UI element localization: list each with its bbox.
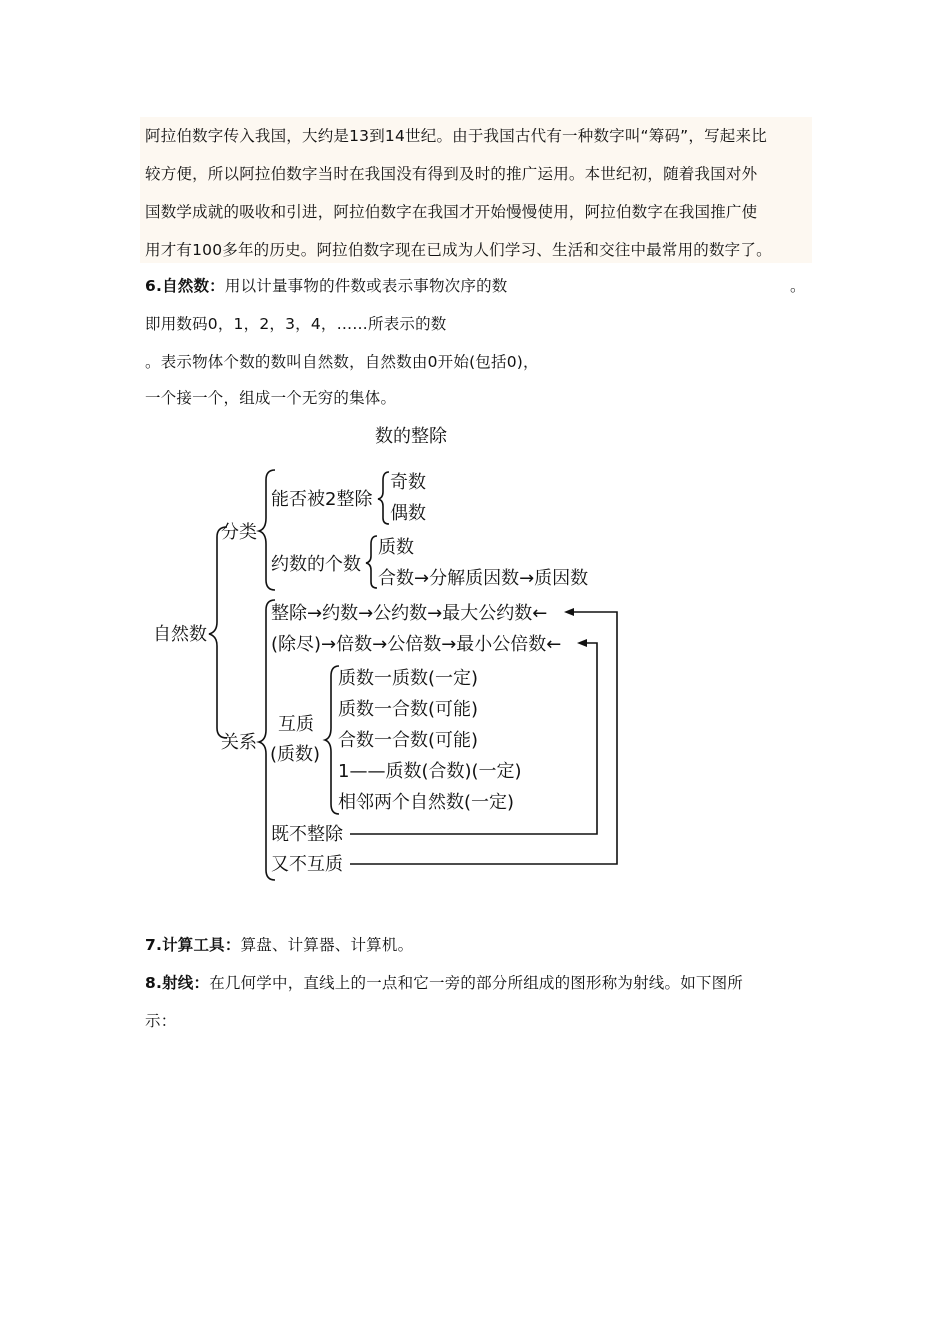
diagram-not-coprime: 又不互质	[271, 854, 343, 875]
section-6-line-2: 即用数码0，1，2，3，4，……所表示的数	[145, 315, 447, 333]
diagram-prime: 质数	[378, 537, 414, 558]
brace-root	[209, 527, 227, 738]
section-6-text: 用以计量事物的件数或表示事物次序的数	[224, 277, 508, 295]
section-7-heading: 7.计算工具：	[145, 936, 241, 954]
diagram-coprime-note: (质数)	[270, 744, 321, 765]
section-6-heading: 6.自然数：	[145, 277, 225, 295]
diagram-coprime-case-5: 相邻两个自然数(一定)	[338, 792, 515, 813]
diagram-coprime-case-2: 质数一合数(可能)	[338, 699, 479, 720]
intro-line-3: 国数学成就的吸收和引进，阿拉伯数字在我国才开始慢慢使用，阿拉伯数字在我国推广使	[145, 203, 758, 221]
section-8-heading: 8.射线：	[145, 974, 210, 992]
diagram-classification: 分类	[221, 522, 257, 543]
section-6-end-mark: 。	[790, 277, 806, 295]
section-7-text: 算盘、计算器、计算机。	[240, 936, 414, 954]
diagram-chain-2: (除尽)→倍数→公倍数→最小公倍数←	[271, 634, 562, 655]
brace-div-by-2	[378, 472, 389, 524]
diagram-even: 偶数	[390, 503, 426, 524]
feedback-line-not-divisible	[350, 643, 597, 834]
brace-divisor-count	[366, 536, 377, 588]
section-6-line-4: 一个接一个，组成一个无穷的集体。	[145, 389, 397, 407]
arrow-head-2	[577, 639, 587, 647]
intro-line-1: 阿拉伯数字传入我国，大约是13到14世纪。由于我国古代有一种数字叫“筹码”，写起来比	[145, 127, 767, 145]
section-8-line-2: 示：	[145, 1012, 177, 1030]
diagram-chain-1: 整除→约数→公约数→最大公约数←	[271, 603, 548, 624]
intro-line-2: 较方便，所以阿拉伯数字当时在我国没有得到及时的推广运用。本世纪初，随着我国对外	[145, 165, 758, 183]
diagram-odd: 奇数	[390, 472, 426, 493]
arrow-head-1	[564, 608, 574, 616]
feedback-line-not-coprime	[350, 612, 617, 864]
brace-coprime	[325, 666, 339, 814]
diagram-coprime-case-4: 1——质数(合数)(一定)	[338, 761, 522, 782]
natural-number-definition	[145, 274, 507, 296]
diagram-coprime-case-3: 合数一合数(可能)	[338, 730, 479, 751]
brace-classification	[259, 470, 275, 590]
diagram-divisor-count: 约数的个数	[271, 554, 361, 575]
section-8-text: 在几何学中，直线上的一点和它一旁的部分所组成的图形称为射线。如下图所	[209, 974, 743, 992]
brace-relation	[259, 600, 275, 880]
section-8	[145, 971, 743, 993]
section-6-line-3: 。表示物体个数的数叫自然数，自然数由0开始(包括0)，	[145, 353, 539, 371]
intro-line-4: 用才有100多年的历史。阿拉伯数字现在已成为人们学习、生活和交往中最常用的数字了。	[145, 241, 772, 259]
diagram-coprime: 互质	[278, 714, 314, 735]
diagram-title: 数的整除	[375, 426, 447, 447]
section-7	[145, 933, 413, 955]
diagram-coprime-case-1: 质数一质数(一定)	[338, 668, 479, 689]
diagram-relation: 关系	[221, 732, 257, 753]
diagram-div-by-2: 能否被2整除	[271, 489, 373, 510]
diagram-not-divisible: 既不整除	[271, 824, 343, 845]
diagram-root: 自然数	[153, 624, 207, 645]
diagram-composite-chain: 合数→分解质因数→质因数	[378, 568, 589, 589]
